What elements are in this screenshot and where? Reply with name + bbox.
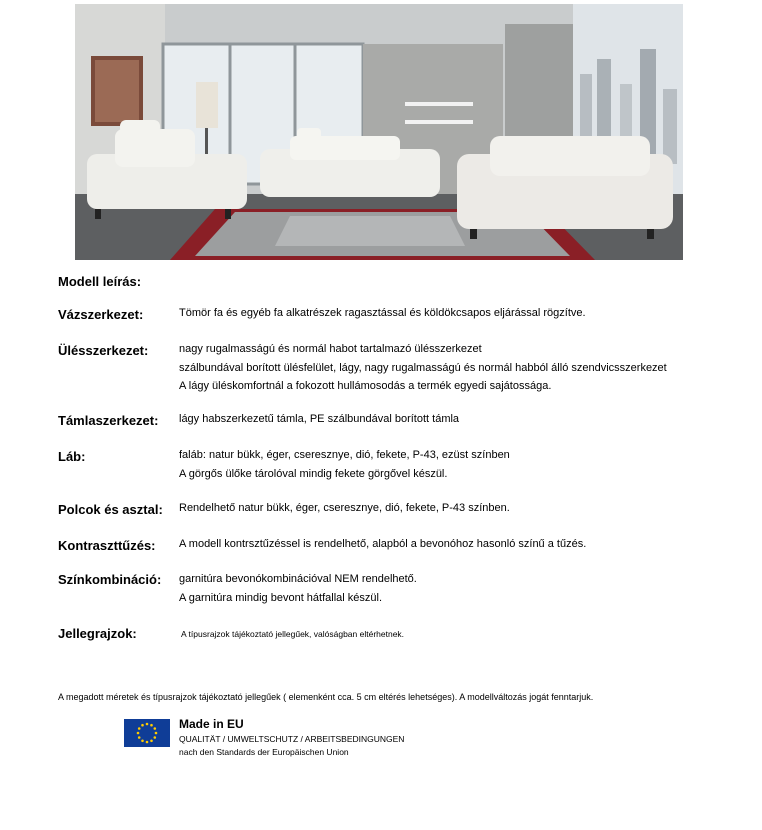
row-text-frame (179, 304, 586, 323)
row-text-line: garnitúra bevonókombinációval NEM rendelhető. (179, 573, 417, 585)
row-text-legs (179, 446, 510, 483)
row-label-drawings: Jellegrajzok: (58, 626, 137, 641)
sofa-set-photo (75, 4, 683, 260)
row-text-line: A garnitúra mindig bevont hátfallal készül. (179, 591, 383, 604)
eu-title: Made in EU (179, 717, 244, 731)
row-text-color-combo (179, 570, 417, 607)
row-text-stitching (179, 535, 586, 554)
row-label-legs: Láb: (58, 449, 86, 464)
row-label-stitching: Kontraszttűzés: (58, 538, 156, 553)
eu-line-1: QUALITÄT / UMWELTSCHUTZ / ARBEITSBEDINGUNGEN (179, 734, 405, 744)
eu-flag-icon (124, 719, 170, 747)
row-text-line: Rendelhető natur bükk, éger, cseresznye, dió, fekete, P-43 színben. (179, 502, 510, 514)
row-text-line: A modell kontrsztűzéssel is rendelhető, alapból a bevonóhoz hasonló színű a tűzés. (179, 538, 587, 550)
footer-note: A megadott méretek és típusrajzok tájékoztató jellegűek ( elemenként cca. 5 cm eltérés lehetséges). A modellváltozás jogát fenntarjuk. (58, 692, 594, 702)
row-text-drawings (181, 625, 404, 644)
row-label-seat: Ülésszerkezet: (58, 343, 149, 358)
row-text-backrest (179, 410, 459, 429)
section-title: Modell leírás: (58, 274, 142, 289)
row-text-line: Tömör fa és egyéb fa alkatrészek ragasztással és köldökcsapos eljárással rögzítve. (179, 307, 586, 319)
sofa-set-photo-icon (75, 4, 683, 260)
row-label-frame: Vázszerkezet: (58, 307, 144, 322)
row-text-line: lágy habszerkezetű támla, PE szálbundával borított támla (179, 413, 460, 425)
row-label-backrest: Támlaszerkezet: (58, 413, 159, 428)
row-text-line: szálbundával borított ülésfelület, lágy, nagy rugalmasságú és normál habból álló szendvicsszerkezet (179, 361, 667, 374)
eu-line-2: nach den Standards der Europäischen Union (179, 747, 349, 757)
row-label-color-combo: Színkombináció: (58, 572, 162, 587)
row-text-line: faláb: natur bükk, éger, cseresznye, dió, fekete, P-43, ezüst színben (179, 449, 510, 461)
row-text-line: A típusrajzok tájékoztató jellegűek, valóságban eltérhetnek. (181, 629, 405, 639)
row-text-shelves (179, 499, 510, 518)
row-text-line: nagy rugalmasságú és normál habot tartalmazó ülésszerkezet (179, 343, 482, 355)
row-text-line: A lágy üléskomfortnál a fokozott hullámosodás a termék egyedi sajátossága. (179, 380, 552, 392)
eu-badge-text (179, 717, 404, 757)
row-text-seat (179, 340, 667, 396)
row-label-shelves: Polcok és asztal: (58, 502, 163, 517)
row-text-line: A görgős ülőke tárolóval mindig fekete görgővel készül. (179, 467, 448, 480)
